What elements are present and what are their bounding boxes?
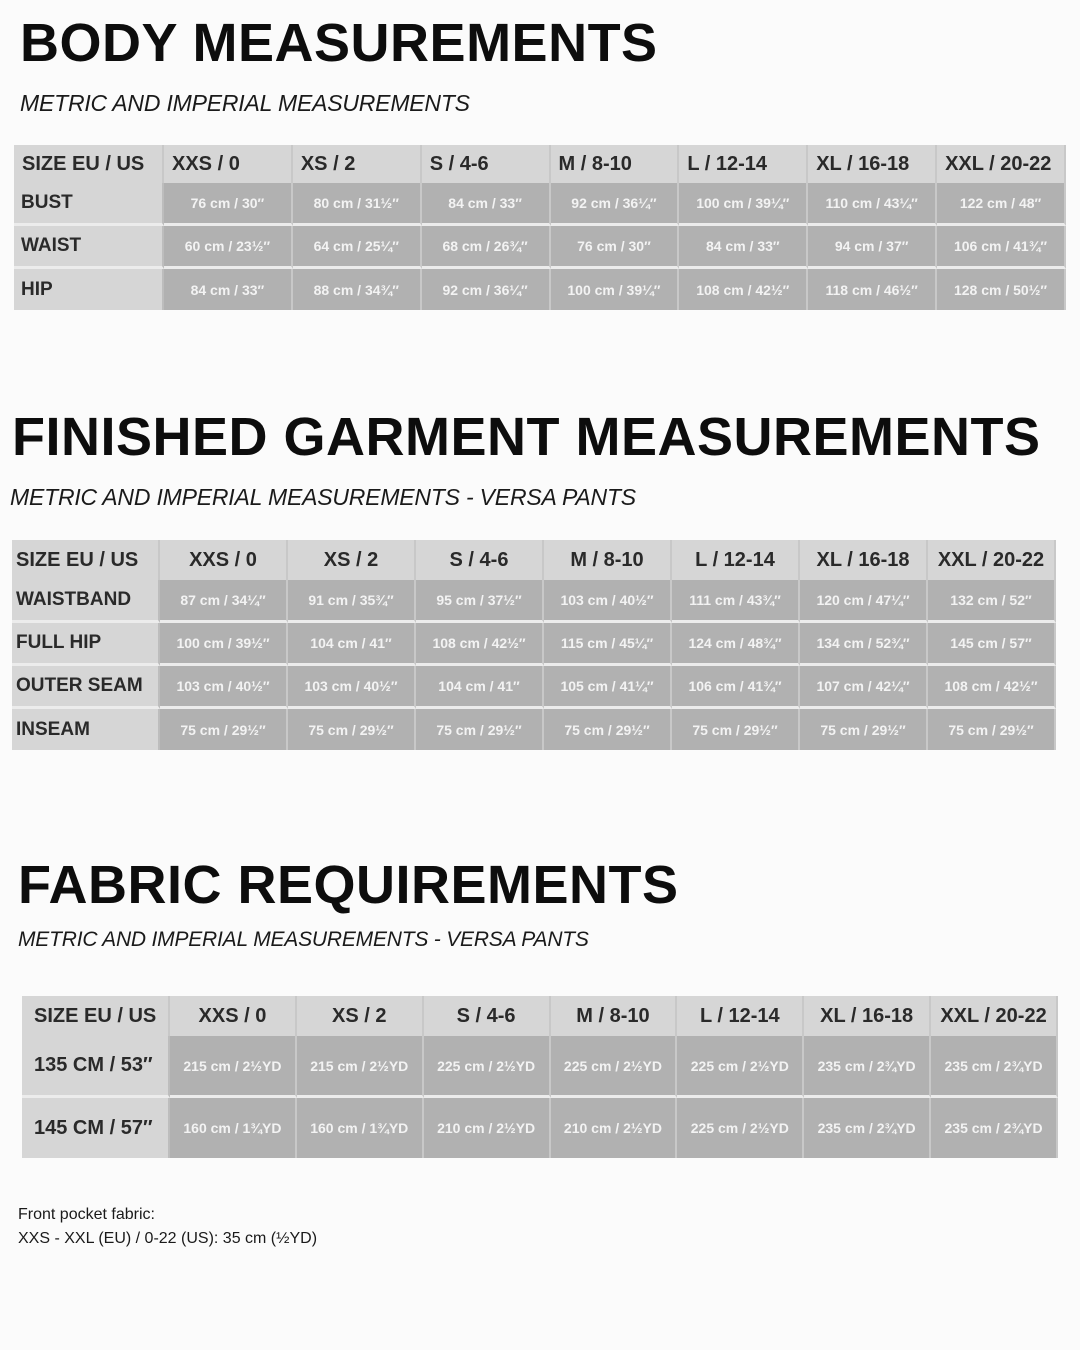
table-header-row: [22, 996, 1058, 1036]
table-row: [22, 1098, 1058, 1158]
table-row: [14, 226, 1066, 269]
table-cell: 110 cm / 43¼″: [808, 183, 937, 226]
table-cell: 132 cm / 52″: [928, 580, 1056, 623]
table-row: [14, 269, 1066, 310]
garment-measurements-table: [12, 540, 1056, 750]
row-label: 145 CM / 57″: [22, 1098, 170, 1158]
header-cell: XS / 2: [288, 540, 416, 580]
table-cell: 106 cm / 41¾″: [937, 226, 1066, 269]
header-cell: S / 4-6: [422, 145, 551, 183]
table-cell: 84 cm / 33″: [422, 183, 551, 226]
table-cell: 75 cm / 29½″: [160, 709, 288, 750]
table-cell: 88 cm / 34¾″: [293, 269, 422, 310]
table-cell: 210 cm / 2½YD: [551, 1098, 678, 1158]
header-cell: SIZE EU / US: [22, 996, 170, 1036]
table-cell: 225 cm / 2½YD: [424, 1036, 551, 1098]
table-cell: 92 cm / 36¼″: [422, 269, 551, 310]
header-cell: XXL / 20-22: [937, 145, 1066, 183]
table-cell: 75 cm / 29½″: [800, 709, 928, 750]
table-cell: 115 cm / 45¼″: [544, 623, 672, 666]
table-cell: 76 cm / 30″: [164, 183, 293, 226]
header-cell: M / 8-10: [544, 540, 672, 580]
table-cell: 75 cm / 29½″: [416, 709, 544, 750]
header-cell: M / 8-10: [551, 145, 680, 183]
table-cell: 103 cm / 40½″: [288, 666, 416, 709]
row-label: INSEAM: [12, 709, 160, 750]
table-cell: 118 cm / 46½″: [808, 269, 937, 310]
pocket-note-heading: Front pocket fabric:: [18, 1206, 155, 1223]
header-cell: XXL / 20-22: [928, 540, 1056, 580]
header-cell: XL / 16-18: [808, 145, 937, 183]
header-cell: XS / 2: [293, 145, 422, 183]
table-cell: 128 cm / 50½″: [937, 269, 1066, 310]
table-cell: 76 cm / 30″: [551, 226, 680, 269]
table-cell: 160 cm / 1¾YD: [297, 1098, 424, 1158]
table-cell: 120 cm / 47¼″: [800, 580, 928, 623]
row-label: WAISTBAND: [12, 580, 160, 623]
table-cell: 60 cm / 23½″: [164, 226, 293, 269]
table-row: [14, 183, 1066, 226]
table-cell: 103 cm / 40½″: [544, 580, 672, 623]
header-cell: L / 12-14: [677, 996, 804, 1036]
header-cell: L / 12-14: [679, 145, 808, 183]
table-cell: 225 cm / 2½YD: [677, 1098, 804, 1158]
fabric-title: FABRIC REQUIREMENTS: [18, 855, 679, 915]
pocket-note-detail: XXS - XXL (EU) / 0-22 (US): 35 cm (½YD): [18, 1230, 318, 1247]
table-header-row: [12, 540, 1056, 580]
table-cell: 225 cm / 2½YD: [551, 1036, 678, 1098]
fabric-requirements-table: [22, 996, 1058, 1158]
table-cell: 145 cm / 57″: [928, 623, 1056, 666]
table-cell: 134 cm / 52¾″: [800, 623, 928, 666]
table-cell: 80 cm / 31½″: [293, 183, 422, 226]
table-cell: 100 cm / 39¼″: [551, 269, 680, 310]
table-cell: 122 cm / 48″: [937, 183, 1066, 226]
table-cell: 160 cm / 1¾YD: [170, 1098, 297, 1158]
header-cell: XXS / 0: [164, 145, 293, 183]
table-cell: 75 cm / 29½″: [544, 709, 672, 750]
header-cell: XXL / 20-22: [931, 996, 1058, 1036]
table-cell: 84 cm / 33″: [679, 226, 808, 269]
table-cell: 104 cm / 41″: [288, 623, 416, 666]
table-cell: 75 cm / 29½″: [672, 709, 800, 750]
garment-subtitle: METRIC AND IMPERIAL MEASUREMENTS - VERSA PANTS: [10, 484, 636, 510]
row-label: WAIST: [14, 226, 164, 269]
table-cell: 68 cm / 26¾″: [422, 226, 551, 269]
table-row: [12, 580, 1056, 623]
table-cell: 75 cm / 29½″: [288, 709, 416, 750]
table-cell: 235 cm / 2¾YD: [931, 1098, 1058, 1158]
table-row: [22, 1036, 1058, 1098]
garment-title: FINISHED GARMENT MEASUREMENTS: [12, 407, 1041, 467]
header-cell: SIZE EU / US: [12, 540, 160, 580]
table-cell: 100 cm / 39¼″: [679, 183, 808, 226]
header-cell: SIZE EU / US: [14, 145, 164, 183]
table-cell: 106 cm / 41¾″: [672, 666, 800, 709]
table-cell: 64 cm / 25¼″: [293, 226, 422, 269]
header-cell: S / 4-6: [424, 996, 551, 1036]
table-cell: 91 cm / 35¾″: [288, 580, 416, 623]
table-cell: 84 cm / 33″: [164, 269, 293, 310]
row-label: HIP: [14, 269, 164, 310]
table-cell: 100 cm / 39½″: [160, 623, 288, 666]
header-cell: L / 12-14: [672, 540, 800, 580]
table-cell: 87 cm / 34¼″: [160, 580, 288, 623]
row-label: 135 CM / 53″: [22, 1036, 170, 1098]
header-cell: S / 4-6: [416, 540, 544, 580]
table-cell: 111 cm / 43¾″: [672, 580, 800, 623]
body-subtitle: METRIC AND IMPERIAL MEASUREMENTS: [20, 90, 470, 116]
header-cell: XXS / 0: [160, 540, 288, 580]
table-cell: 95 cm / 37½″: [416, 580, 544, 623]
table-header-row: [14, 145, 1066, 183]
table-cell: 75 cm / 29½″: [928, 709, 1056, 750]
table-cell: 105 cm / 41¼″: [544, 666, 672, 709]
table-row: [12, 623, 1056, 666]
table-cell: 108 cm / 42½″: [416, 623, 544, 666]
header-cell: XXS / 0: [170, 996, 297, 1036]
table-cell: 108 cm / 42½″: [679, 269, 808, 310]
header-cell: XS / 2: [297, 996, 424, 1036]
table-cell: 235 cm / 2¾YD: [804, 1036, 931, 1098]
table-cell: 103 cm / 40½″: [160, 666, 288, 709]
table-cell: 225 cm / 2½YD: [677, 1036, 804, 1098]
header-cell: M / 8-10: [551, 996, 678, 1036]
row-label: BUST: [14, 183, 164, 226]
table-cell: 108 cm / 42½″: [928, 666, 1056, 709]
fabric-subtitle: METRIC AND IMPERIAL MEASUREMENTS - VERSA PANTS: [18, 928, 589, 951]
table-cell: 215 cm / 2½YD: [170, 1036, 297, 1098]
header-cell: XL / 16-18: [804, 996, 931, 1036]
row-label: OUTER SEAM: [12, 666, 160, 709]
table-cell: 94 cm / 37″: [808, 226, 937, 269]
table-cell: 107 cm / 42¼″: [800, 666, 928, 709]
table-cell: 235 cm / 2¾YD: [804, 1098, 931, 1158]
table-row: [12, 666, 1056, 709]
table-cell: 215 cm / 2½YD: [297, 1036, 424, 1098]
table-row: [12, 709, 1056, 750]
row-label: FULL HIP: [12, 623, 160, 666]
table-cell: 210 cm / 2½YD: [424, 1098, 551, 1158]
table-cell: 124 cm / 48¾″: [672, 623, 800, 666]
table-cell: 92 cm / 36¼″: [551, 183, 680, 226]
body-title: BODY MEASUREMENTS: [20, 13, 658, 73]
header-cell: XL / 16-18: [800, 540, 928, 580]
table-cell: 235 cm / 2¾YD: [931, 1036, 1058, 1098]
body-measurements-table: [14, 145, 1066, 310]
table-cell: 104 cm / 41″: [416, 666, 544, 709]
